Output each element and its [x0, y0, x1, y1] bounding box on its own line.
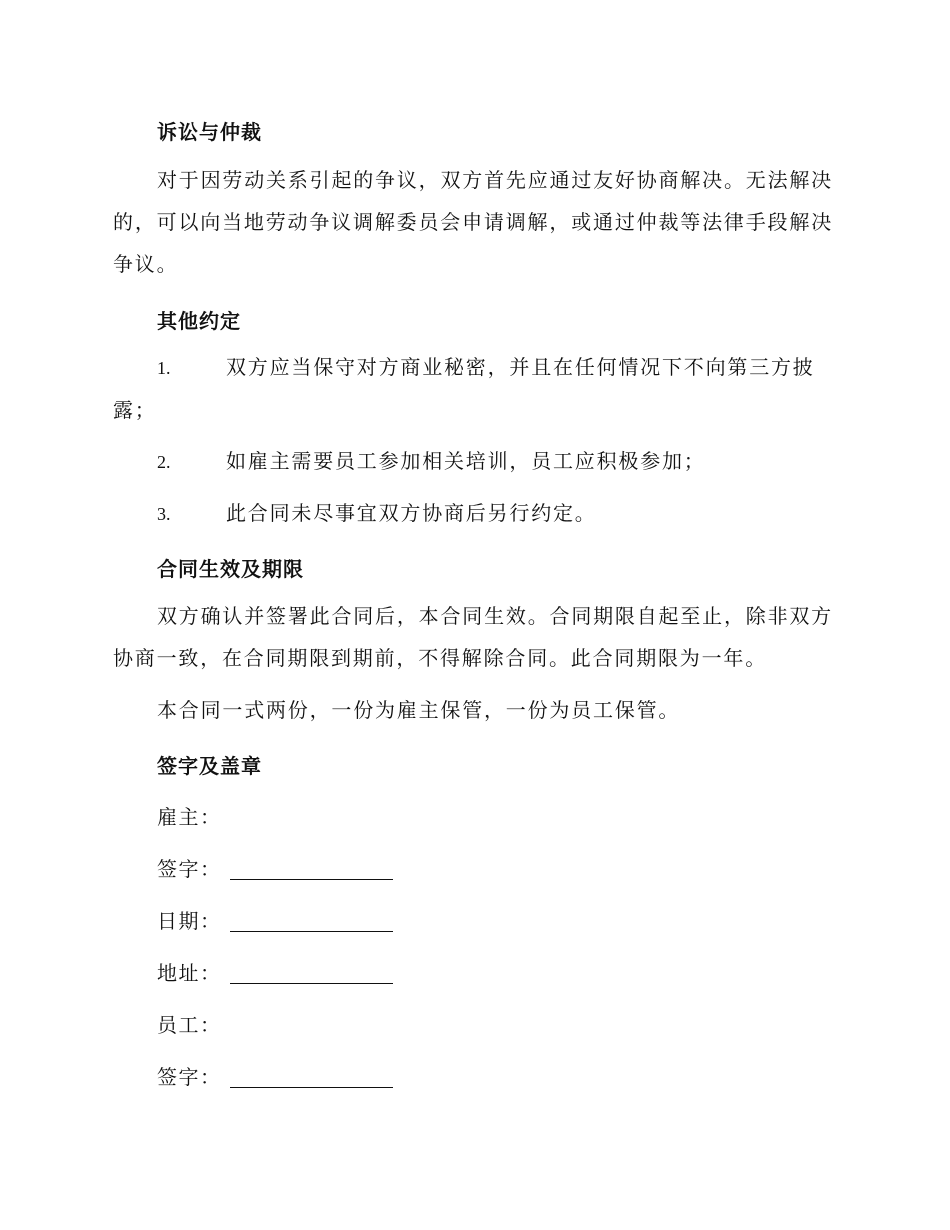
employer-label: 雇主：: [157, 805, 222, 829]
employer-signature-label: 签字：: [157, 857, 222, 881]
section-title-effect: 合同生效及期限: [157, 557, 304, 581]
list-item: [113, 492, 833, 535]
list-item-text: 双方应当保守对方商业秘密，并且在任何情况下不向第三方披露；: [113, 355, 815, 422]
employee-signature-line[interactable]: [230, 1065, 393, 1088]
section-title-signature: 签字及盖章: [157, 754, 262, 778]
section-title-other: 其他约定: [157, 309, 241, 333]
section-title-litigation: 诉讼与仲裁: [157, 120, 262, 144]
list-item-number: 3.: [157, 504, 171, 524]
employer-date-line[interactable]: [230, 909, 393, 932]
employee-signature-label: 签字：: [157, 1065, 222, 1089]
list-item: [113, 440, 833, 483]
employer-address-line[interactable]: [230, 961, 393, 984]
employee-label: 员工：: [157, 1013, 222, 1037]
list-item-text: 如雇主需要员工参加相关培训，员工应积极参加；: [226, 449, 706, 473]
paragraph-litigation: 对于因劳动关系引起的争议，双方首先应通过友好协商解决。无法解决的，可以向当地劳动争议调解委员会申请调解，或通过仲裁等法律手段解决争议。: [113, 168, 833, 276]
employer-signature-line[interactable]: [230, 857, 393, 880]
paragraph-copies: 本合同一式两份，一份为雇主保管，一份为员工保管。: [157, 698, 681, 722]
employee-signature-field: [157, 1061, 393, 1090]
paragraph-effect-term: 双方确认并签署此合同后，本合同生效。合同期限自起至止，除非双方协商一致，在合同期限到期前，不得解除合同。此合同期限为一年。: [113, 604, 833, 670]
list-item-number: 2.: [157, 452, 171, 472]
list-item: [113, 346, 833, 431]
employer-address-field: [157, 957, 393, 986]
list-item-text: 此合同未尽事宜双方协商后另行约定。: [226, 501, 597, 525]
list-item-number: 1.: [157, 358, 171, 378]
employer-address-label: 地址：: [157, 961, 222, 985]
employer-signature-field: [157, 853, 393, 882]
employer-date-label: 日期：: [157, 909, 222, 933]
employer-date-field: [157, 905, 393, 934]
